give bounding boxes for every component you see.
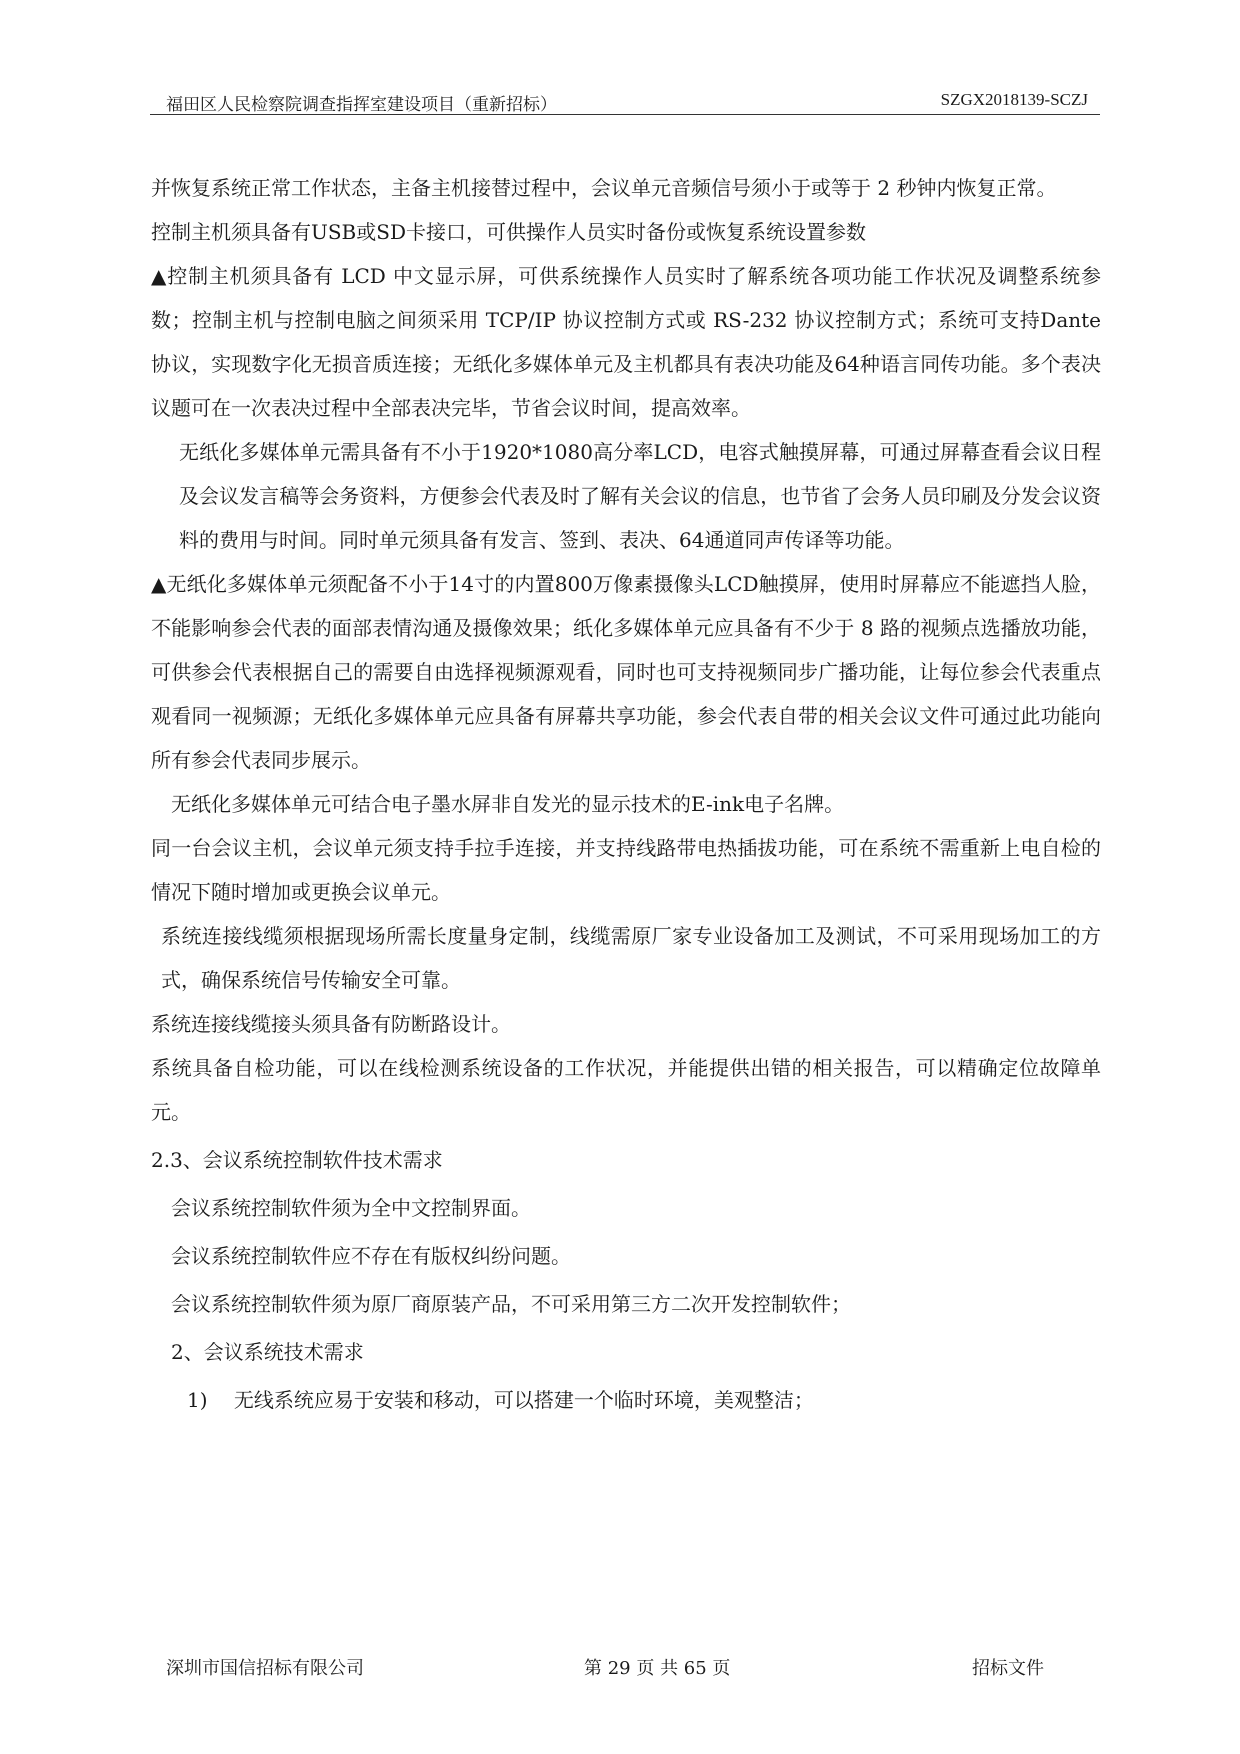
paragraph-camera-touchscreen: ▲无纸化多媒体单元须配备不小于14寸的内置800万像素摄像头LCD触摸屏，使用时屏幕应不能遮挡人脸，不能影响参会代表的面部表情沟通及摄像效果；纸化多媒体单元应具备有不少于 8 路的视频点选播放功能，可供参会代表根据自己的需要自由选择视频源观看，同时也可支持视频同步广播功能，让每位参会代表重点观看同一视频源；无纸化多媒体单元应具备有屏幕共享功能，参会代表自带的相关会议文件可通过此功能向所有参会代表同步展示。 xyxy=(151,572,1101,772)
page-header xyxy=(152,88,1100,116)
paragraph-self-test: 系统具备自检功能，可以在线检测系统设备的工作状况，并能提供出错的相关报告，可以精确定位故障单元。 xyxy=(151,1056,1101,1124)
paragraph-usb-sd: 控制主机须具备有USB或SD卡接口，可供操作人员实时备份或恢复系统设置参数 xyxy=(151,220,866,244)
paragraph-copyright: 会议系统控制软件应不存在有版权纠纷问题。 xyxy=(171,1244,571,1268)
header-project-title: 福田区人民检察院调查指挥室建设项目（重新招标） xyxy=(166,95,557,115)
page-footer xyxy=(0,1654,1240,1684)
paragraph-lcd-control: ▲控制主机须具备有 LCD 中文显示屏，可供系统操作人员实时了解系统各项功能工作状况及调整系统参数；控制主机与控制电脑之间须采用 TCP/IP 协议控制方式或 RS-232 协议控制方式；系统可支持Dante协议，实现数字化无损音质连接；无纸化多媒体单元及主机都具有表决功能及64种语言同传功能。多个表决议题可在一次表决过程中全部表决完毕，节省会议时间，提高效率。 xyxy=(151,264,1101,420)
paragraph-original-software: 会议系统控制软件须为原厂商原装产品，不可采用第三方二次开发控制软件； xyxy=(171,1292,851,1316)
section-heading-2-3: 2.3、会议系统控制软件技术需求 xyxy=(151,1148,443,1172)
paragraph-hot-plug: 同一台会议主机，会议单元须支持手拉手连接，并支持线路带电热插拔功能，可在系统不需重新上电自检的情况下随时增加或更换会议单元。 xyxy=(151,836,1101,904)
paragraph-multimedia-lcd: 无纸化多媒体单元需具备有不小于1920*1080高分率LCD，电容式触摸屏幕，可通过屏幕查看会议日程及会议发言稿等会务资料，方便参会代表及时了解有关会议的信息，也节省了会务人员印刷及分发会议资料的费用与时间。同时单元须具备有发言、签到、表决、64通道同声传译等功能。 xyxy=(179,440,1101,552)
document-body xyxy=(151,166,1101,1422)
section-heading-2: 2、会议系统技术需求 xyxy=(171,1340,364,1364)
paragraph-chinese-ui: 会议系统控制软件须为全中文控制界面。 xyxy=(171,1196,531,1220)
header-divider xyxy=(150,114,1100,115)
paragraph-eink: 无纸化多媒体单元可结合电子墨水屏非自发光的显示技术的E-ink电子名牌。 xyxy=(171,792,845,816)
footer-company: 深圳市国信招标有限公司 xyxy=(166,1658,364,1679)
footer-page-number: 第 29 页 共 65 页 xyxy=(584,1658,731,1679)
footer-doc-type: 招标文件 xyxy=(972,1658,1044,1679)
header-document-code: SZGX2018139-SCZJ xyxy=(940,90,1088,109)
paragraph-cable: 系统连接线缆须根据现场所需长度量身定制，线缆需原厂家专业设备加工及测试，不可采用现场加工的方式，确保系统信号传输安全可靠。 xyxy=(161,924,1101,992)
paragraph-recovery: 并恢复系统正常工作状态，主备主机接替过程中，会议单元音频信号须小于或等于 2 秒钟内恢复正常。 xyxy=(151,176,1057,200)
paragraph-connector: 系统连接线缆接头须具备有防断路设计。 xyxy=(151,1012,511,1036)
list-item-wireless: 1) 无线系统应易于安装和移动，可以搭建一个临时环境，美观整洁； xyxy=(187,1388,814,1412)
